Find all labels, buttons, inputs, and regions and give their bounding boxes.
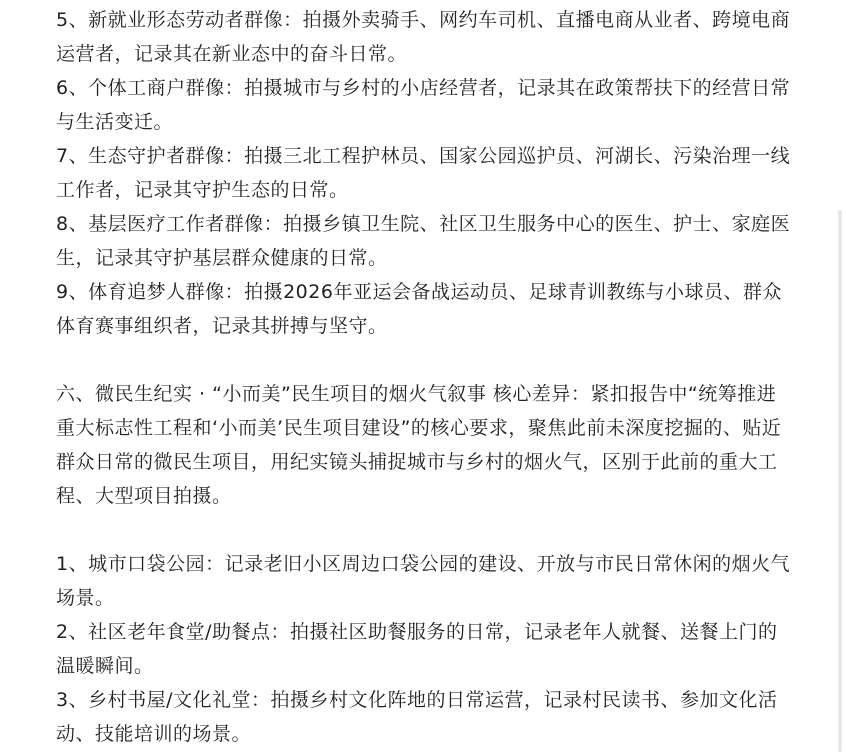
list-item-text: 社区老年食堂/助餐点：拍摄社区助餐服务的日常，记录老年人就餐、送餐上门的温暖瞬间。 [56, 621, 778, 677]
list-item-text: 乡村书屋/文化礼堂：拍摄乡村文化阵地的日常运营，记录村民读书、参加文化活动、技能培训的场景。 [56, 689, 778, 745]
list-item-text: 体育追梦人群像：拍摄2026年亚运会备战运动员、足球青训教练与小球员、群众体育赛事组织者，记录其拼搏与坚守。 [56, 281, 782, 337]
list-item-number: 1、 [56, 553, 89, 575]
scrollbar[interactable] [834, 0, 846, 752]
list-item-3 [56, 683, 792, 751]
list-item-text: 生态守护者群像：拍摄三北工程护林员、国家公园巡护员、河湖长、污染治理一线工作者，记录其守护生态的日常。 [56, 145, 791, 201]
list-item-7 [56, 139, 792, 207]
list-item-number: 3、 [56, 689, 89, 711]
list-item-number: 8、 [56, 213, 89, 235]
list-item-text: 城市口袋公园：记录老旧小区周边口袋公园的建设、开放与市民日常休闲的烟火气场景。 [56, 553, 791, 609]
section-heading: 六、微民生纪实 · “小而美”民生项目的烟火气叙事 核心差异：紧扣报告中“统筹推进重大标志性工程和‘小而美’民生项目建设”的核心要求，聚焦此前未深度挖掘的、贴近群众日常的微民生项目，用纪实镜头捕捉城市与乡村的烟火气，区别于此前的重大工程、大型项目拍摄。 [56, 383, 782, 507]
list-item-number: 2、 [56, 621, 89, 643]
list-item-1 [56, 547, 792, 615]
list-item-9 [56, 275, 792, 343]
list-item-text: 基层医疗工作者群像：拍摄乡镇卫生院、社区卫生服务中心的医生、护士、家庭医生，记录其守护基层群众健康的日常。 [56, 213, 791, 269]
scrollbar-thumb[interactable] [838, 210, 842, 752]
list-item-number: 5、 [56, 9, 89, 31]
list-item-number: 6、 [56, 77, 89, 99]
list-item-6 [56, 71, 792, 139]
list-item-number: 9、 [56, 281, 89, 303]
list-item-text: 个体工商户群像：拍摄城市与乡村的小店经营者，记录其在政策帮扶下的经营日常与生活变迁。 [56, 77, 791, 133]
list-item-2 [56, 615, 792, 683]
list-item-text: 新就业形态劳动者群像：拍摄外卖骑手、网约车司机、直播电商从业者、跨境电商运营者，记录其在新业态中的奋斗日常。 [56, 9, 791, 65]
list-item-5 [56, 3, 792, 71]
list-item-number: 7、 [56, 145, 89, 167]
document-body [56, 3, 792, 751]
list-item-8 [56, 207, 792, 275]
